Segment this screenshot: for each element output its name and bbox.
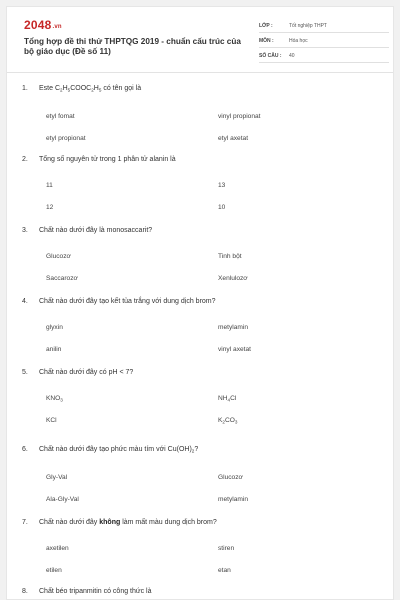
question-stem	[22, 368, 382, 378]
question-text: Chất nào dưới đây tạo phức màu tím với $Cu(OH)_2$?	[39, 446, 199, 454]
question-stem	[22, 226, 382, 236]
option-a[interactable]: glyxin	[46, 324, 63, 331]
exam-sheet	[6, 6, 394, 600]
exam-header	[7, 7, 393, 73]
question-text: Chất nào dưới đây có pH < 7?	[39, 369, 134, 376]
question-number: 4.	[22, 298, 28, 305]
option-b[interactable]: 13	[218, 182, 226, 189]
exam-title: Tổng hợp đề thi thử THPTQG 2019 - chuẩn cấu trúc của bộ giáo dục (Đề số 11)	[24, 37, 241, 56]
meta-count-value: 40	[289, 53, 295, 59]
option-b[interactable]: vinyl propionat	[218, 112, 261, 120]
question-stem	[22, 445, 382, 457]
site-logo[interactable]	[24, 18, 62, 32]
option-c[interactable]: KCl	[46, 417, 57, 424]
question-stem	[22, 297, 382, 307]
answer-options	[22, 528, 382, 572]
meta-subject-row	[259, 35, 389, 48]
meta-subject-key: MÔN :	[259, 38, 274, 44]
option-b[interactable]: $NH_4Cl$	[218, 395, 237, 403]
option-a[interactable]: Gly-Val	[46, 473, 68, 481]
logo-tld: .vn	[52, 24, 62, 30]
answer-options	[22, 96, 382, 140]
question-7	[22, 518, 382, 572]
answer-options	[22, 378, 382, 425]
option-d[interactable]: vinyl axetat	[218, 346, 251, 353]
question-number: 7.	[22, 519, 28, 526]
answer-options	[22, 457, 382, 501]
option-d[interactable]: metylamin	[218, 495, 249, 503]
answer-options	[22, 165, 382, 209]
question-2	[22, 155, 382, 209]
question-number: 6.	[22, 446, 28, 453]
option-c[interactable]: Saccarozơ	[46, 275, 78, 282]
question-text: Tổng số nguyên tử trong 1 phân tử alanin là	[39, 156, 176, 163]
meta-class-row	[259, 20, 389, 33]
option-b[interactable]: Tinh bột	[218, 253, 242, 260]
question-6	[22, 445, 382, 501]
option-a[interactable]: 11	[46, 182, 53, 189]
option-d[interactable]: Xenlulozơ	[218, 275, 248, 282]
meta-count-key: SỐ CÂU :	[259, 53, 282, 59]
answer-options	[22, 307, 382, 351]
question-5	[22, 368, 382, 425]
option-c[interactable]: etilen	[46, 567, 62, 574]
question-1	[22, 84, 382, 140]
question-8	[22, 587, 382, 597]
option-a[interactable]: Glucozơ	[46, 253, 71, 260]
question-text: Chất nào dưới đây tạo kết tủa trắng với dung dịch brom?	[39, 298, 216, 305]
option-c[interactable]: anilin	[46, 346, 62, 353]
question-stem	[22, 518, 382, 528]
question-number: 8.	[22, 588, 28, 595]
option-d[interactable]: 10	[218, 204, 226, 211]
question-3	[22, 226, 382, 280]
logo-text: 2048	[24, 18, 52, 32]
question-number: 5.	[22, 369, 28, 376]
question-text: Chất béo tripanmitin có công thức là	[39, 588, 152, 595]
option-b[interactable]: Glucozơ	[218, 473, 243, 481]
question-text: Chất nào dưới đây là monosaccarit?	[39, 227, 153, 234]
question-number: 3.	[22, 227, 28, 234]
option-b[interactable]: stiren	[218, 545, 235, 552]
option-a[interactable]: $KNO_3$	[46, 395, 63, 403]
question-number: 1.	[22, 85, 28, 92]
option-d[interactable]: etyl axetat	[218, 134, 249, 142]
option-a[interactable]: etyl fomat	[46, 112, 75, 120]
option-b[interactable]: metylamin	[218, 324, 249, 331]
option-d[interactable]: etan	[218, 567, 231, 574]
option-d[interactable]: $K_2CO_3$	[218, 417, 238, 425]
option-c[interactable]: etyl propionat	[46, 134, 86, 142]
meta-count-row	[259, 50, 389, 63]
exam-meta	[259, 20, 389, 65]
meta-class-value: Tốt nghiệp THPT	[289, 23, 327, 29]
question-stem	[22, 84, 382, 96]
meta-subject-value: Hóa học	[289, 38, 308, 44]
question-number: 2.	[22, 156, 28, 163]
option-c[interactable]: Ala-Gly-Val	[46, 495, 79, 503]
option-a[interactable]: axetilen	[46, 545, 69, 552]
answer-options	[22, 236, 382, 280]
option-c[interactable]: 12	[46, 204, 54, 211]
question-text: Chất nào dưới đây không làm mất màu dung dịch brom?	[39, 519, 217, 526]
question-stem	[22, 587, 382, 597]
question-text: Este $C_2H_5COOC_2H_5$ có tên gọi là	[39, 85, 142, 93]
meta-class-key: LỚP :	[259, 23, 273, 29]
question-stem	[22, 155, 382, 165]
question-4	[22, 297, 382, 351]
